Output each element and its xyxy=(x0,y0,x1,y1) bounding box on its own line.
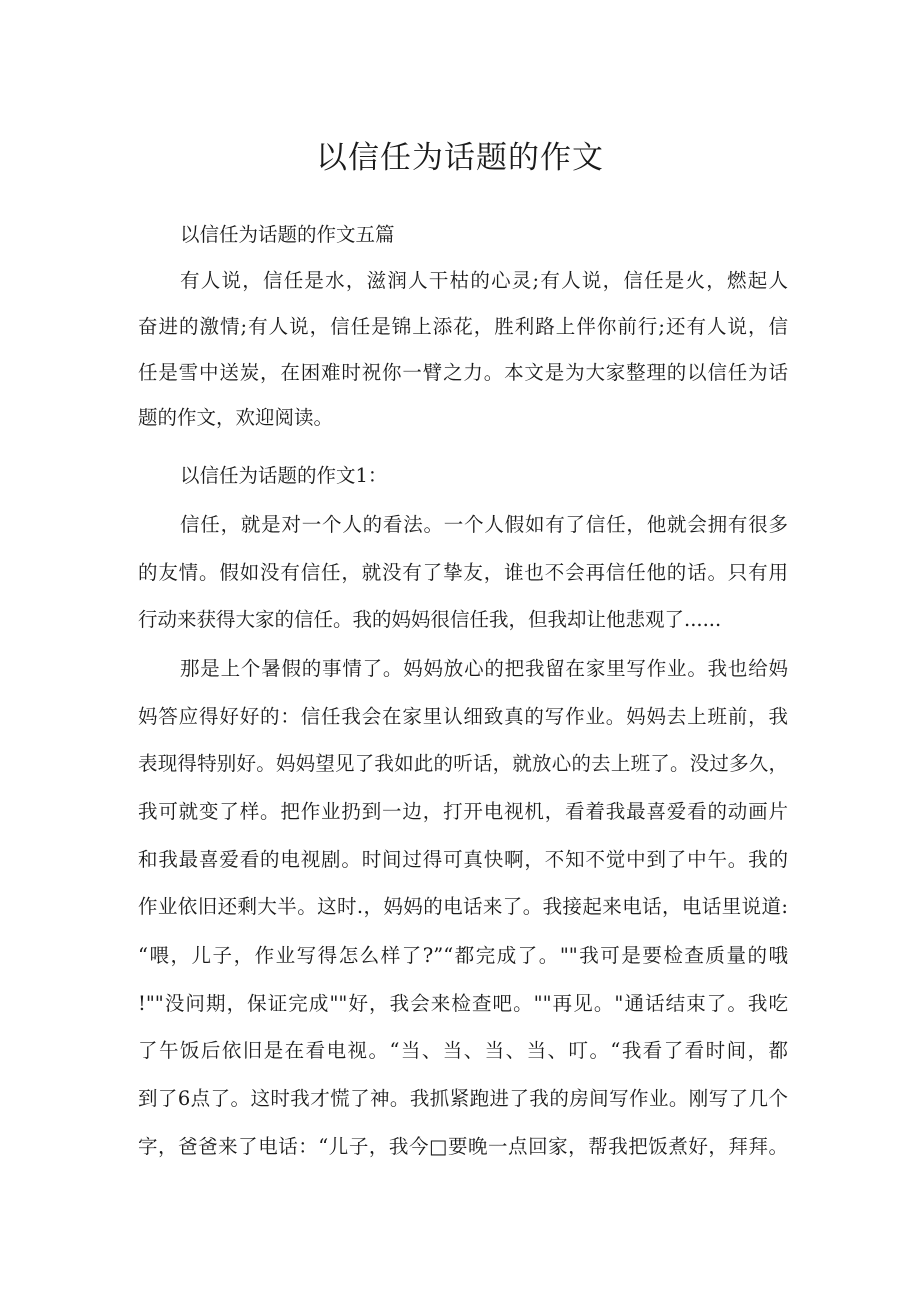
paragraph-line: 和我最喜爱看的电视剧。时间过得可真快啊，不知不觉中到了中午。我的 xyxy=(138,848,788,871)
paragraph-line: 我可就变了样。把作业扔到一边，打开电视机，看着我最喜爱看的动画片 xyxy=(138,800,788,823)
paragraph-line: 作业依旧还剩大半。这时.，妈妈的电话来了。我接起来电话，电话里说道: xyxy=(138,895,788,918)
paragraph-line: 到了6点了。这时我才慌了神。我抓紧跑进了我的房间写作业。刚写了几个 xyxy=(138,1087,788,1110)
intro-line: 题的作文，欢迎阅读。 xyxy=(138,406,334,429)
paragraph-line: 行动来获得大家的信任。我的妈妈很信任我，但我却让他悲观了...... xyxy=(138,608,722,631)
paragraph-line: 表现得特别好。妈妈望见了我如此的听话，就放心的去上班了。没过多久， xyxy=(138,752,788,775)
paragraph-line: 字，爸爸来了电话：“儿子，我今□要晚一点回家，帮我把饭煮好，拜拜。 xyxy=(138,1135,788,1158)
document-subtitle: 以信任为话题的作文五篇 xyxy=(180,223,395,246)
intro-line: 任是雪中送炭，在困难时祝你一臂之力。本文是为大家整理的以信任为话 xyxy=(138,361,788,384)
paragraph-line: 那是上个暑假的事情了。妈妈放心的把我留在家里写作业。我也给妈 xyxy=(180,657,788,680)
paragraph-line: “喂，儿子，作业写得怎么样了?”“都完成了。""我可是要检查质量的哦 xyxy=(138,944,788,967)
paragraph-line: 妈答应得好好的：信任我会在家里认细致真的写作业。妈妈去上班前，我 xyxy=(138,705,788,728)
paragraph-line: 了午饭后依旧是在看电视。“当、当、当、当、叮。“我看了看时间，都 xyxy=(138,1039,788,1062)
intro-line: 奋进的激情;有人说，信任是锦上添花，胜利路上伴你前行;还有人说，信 xyxy=(138,315,788,338)
document-title: 以信任为话题的作文 xyxy=(316,140,604,176)
essay-heading: 以信任为话题的作文1： xyxy=(180,464,388,487)
paragraph-line: 信任，就是对一个人的看法。一个人假如有了信任，他就会拥有很多 xyxy=(180,513,788,536)
intro-line: 有人说，信任是水，滋润人干枯的心灵;有人说，信任是火，燃起人 xyxy=(180,269,788,292)
paragraph-line: 的友情。假如没有信任，就没有了挚友，谁也不会再信任他的话。只有用 xyxy=(138,561,788,584)
paragraph-line: !""没问期，保证完成""好，我会来检查吧。""再见。"通话结束了。我吃 xyxy=(138,992,788,1015)
